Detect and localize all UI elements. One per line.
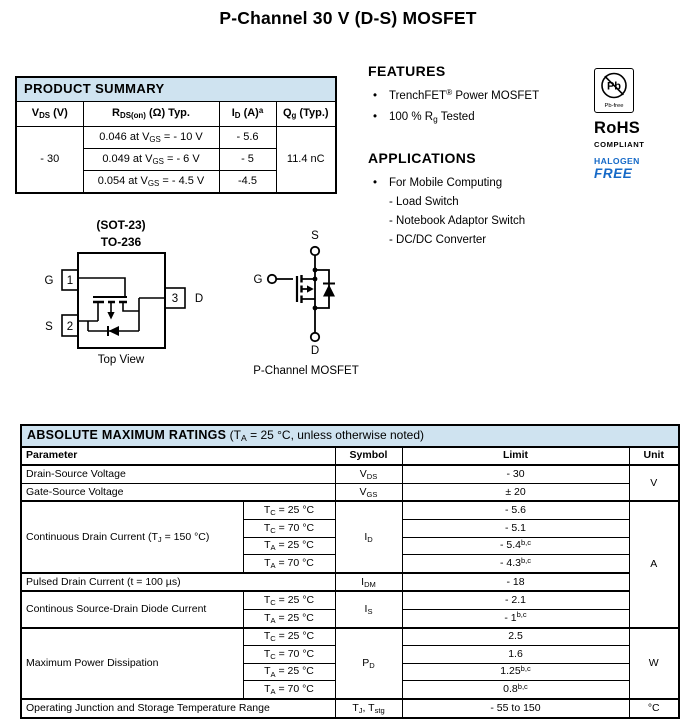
bullet-icon: • [373,177,378,189]
amr-param-ojs: Operating Junction and Storage Temperature Range [21,699,335,718]
ps-header-qg: $Q_g$ (Typ.) [276,102,336,127]
amr-limit-vgs: ± 20 [402,483,629,501]
package-name-to236: TO-236 [100,235,142,249]
pb-label: Pb [606,80,622,93]
amr-param-pdc: Pulsed Drain Current (t = 100 µs) [21,573,335,592]
amr-header-unit: Unit [629,447,679,466]
amr-cond-ta70: $T_A = 70$ °C [243,555,335,573]
amr-symbol-is: $I_S$ [335,591,402,627]
amr-title-note: ($T_A = 25$ °C, unless otherwise noted) [226,428,424,444]
amr-limit-vds: - 30 [402,465,629,483]
amr-header-symbol: Symbol [335,447,402,466]
ps-rds-row1: 0.049 at $V_{GS}$ = - 6 V [83,149,219,171]
ps-id-row1: - 5 [219,149,276,171]
product-summary-title: PRODUCT SUMMARY [16,77,336,102]
ps-id-row2: -4.5 [219,171,276,194]
amr-limit-pd2: 1.6 [402,646,629,664]
application-sub-item: - DC/DC Converter [389,234,487,246]
arrow-icon [307,285,314,292]
amr-cond-ta25: $T_A = 25$ °C [243,537,335,555]
amr-limit-tj: - 55 to 150 [402,699,629,718]
amr-cond-tc70: $T_C = 70$ °C [243,520,335,538]
ps-header-vds: $V_{DS}$ (V) [16,102,83,127]
symbol-drain-label: D [310,345,320,357]
bullet-icon: • [373,111,378,123]
ps-rds-row0: 0.046 at $V_{GS}$ = - 10 V [83,127,219,149]
arrow-icon [107,312,114,320]
amr-limit-id1: - 5.6 [402,501,629,519]
ps-qg-value: 11.4 nC [276,127,336,194]
amr-cond-ta25: $T_A = 25$ °C [243,663,335,681]
application-sub-item: - Load Switch [389,196,459,208]
package-internal-mosfet [78,278,165,336]
feature-item [368,86,593,107]
amr-limit-pd1: 2.5 [402,628,629,646]
amr-unit-v: V [629,465,679,501]
applications-title: APPLICATIONS [368,150,476,166]
amr-cond-tc25: $T_C = 25$ °C [243,501,335,519]
amr-limit-is1: - 2.1 [402,591,629,609]
application-item-label: For Mobile Computing [389,177,503,189]
rohs-label: RoHS [594,119,641,137]
ps-header-rds: $R_{DS(on)}$ (Ω) Typ. [83,102,219,127]
amr-cond-tc25: $T_C = 25$ °C [243,628,335,646]
mosfet-symbol [250,227,375,379]
amr-cond-tc70: $T_C = 70$ °C [243,646,335,664]
amr-limit-id2: - 5.1 [402,520,629,538]
amr-header-limit: Limit [402,447,629,466]
page-title: P-Channel 30 V (D-S) MOSFET [219,8,477,28]
amr-title: ABSOLUTE MAXIMUM RATINGS [27,428,227,442]
product-summary-table [15,76,337,194]
ps-vds-value: - 30 [16,127,83,194]
amr-limit-pd3: 1.25$^{b,c}$ [402,663,629,681]
features-title: FEATURES [368,63,446,79]
symbol-source-label: S [311,230,319,242]
package-body [62,253,185,348]
amr-cond-tc25: $T_C = 25$ °C [243,591,335,609]
package-drawing [35,213,230,371]
amr-title-bar [21,425,679,447]
amr-symbol-pd: $P_D$ [335,628,402,699]
amr-symbol-tj: $T_J$, $T_{stg}$ [335,699,402,718]
amr-symbol-id: $I_D$ [335,501,402,572]
amr-symbol-idm: $I_{DM}$ [335,573,402,592]
amr-limit-is2: - 1$^{b,c}$ [402,609,629,627]
amr-unit-a: A [629,501,679,627]
applications-section [368,150,596,250]
free-label: FREE [594,166,633,181]
amr-symbol-vds: $V_{DS}$ [335,465,402,483]
amr-param-dsv: Drain-Source Voltage [21,465,335,483]
package-name-sot23: (SOT-23) [96,218,146,232]
drain-label: D [194,293,204,305]
application-sub-item: - Notebook Adaptor Switch [389,215,526,227]
amr-param-gsv: Gate-Source Voltage [21,483,335,501]
pb-free-label: Pb-free [604,103,624,109]
top-view-caption: Top View [97,354,145,366]
pin1-number: 1 [66,275,74,287]
amr-cond-ta70: $T_A = 70$ °C [243,681,335,699]
amr-limit-id4: - 4.3$^{b,c}$ [402,555,629,573]
ps-id-row0: - 5.6 [219,127,276,149]
halogen-label: HALOGEN [594,156,640,166]
compliance-marks [594,68,690,181]
ps-header-id: $I_D$ $(A)^a$ [219,102,276,127]
ps-rds-row2: 0.054 at $V_{GS}$ = - 4.5 V [83,171,219,194]
amr-symbol-vgs: $V_{GS}$ [335,483,402,501]
pin2-number: 2 [66,321,74,333]
amr-limit-pd4: 0.8$^{b,c}$ [402,681,629,699]
feature-item [368,107,593,128]
feature-item-label: TrenchFET® Power MOSFET [389,88,540,102]
amr-unit-c: °C [629,699,679,718]
bullet-icon: • [373,90,378,102]
features-section [368,63,593,128]
absolute-maximum-ratings-table [20,424,680,719]
compliant-label: COMPLIANT [594,140,645,149]
body-diode-icon [323,285,335,297]
gate-label: G [44,275,54,287]
amr-param-cdc: Continuous Drain Current ($T_J = 150$ °C) [21,501,243,572]
amr-unit-w: W [629,628,679,699]
feature-item-label: 100 % $R_g$ Tested [389,111,475,125]
pin3-number: 3 [171,293,179,305]
symbol-caption: P-Channel MOSFET [253,365,359,377]
amr-header-parameter: Parameter [21,447,335,466]
pb-free-icon [594,68,634,113]
amr-limit-idm: - 18 [402,573,629,592]
amr-param-mpd: Maximum Power Dissipation [21,628,243,699]
diode-icon [109,326,120,336]
source-label: S [45,321,53,333]
application-item [368,173,596,193]
amr-cond-ta25: $T_A = 25$ °C [243,609,335,627]
amr-param-csd: Continous Source-Drain Diode Current [21,591,243,627]
amr-limit-id3: - 5.4$^{b,c}$ [402,537,629,555]
symbol-gate-label: G [253,274,263,286]
